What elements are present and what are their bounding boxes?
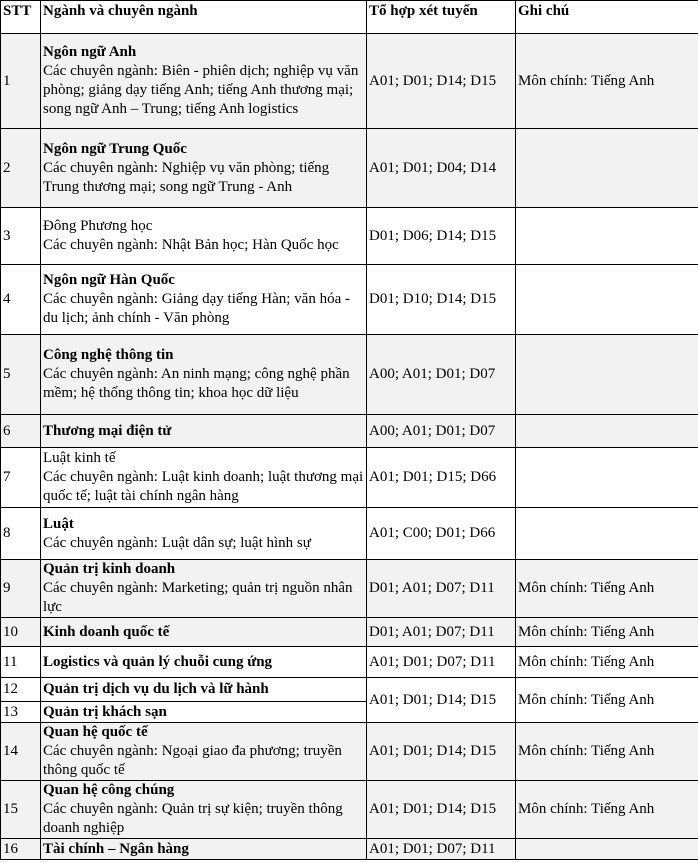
major-specializations: Các chuyên ngành: Biên - phiên dịch; nghiệp vụ văn phòng; giảng dạy tiếng Anh; tiếng Anh thương mại; song ngữ Anh – Trung; tiếng Anh logistics [43, 63, 359, 117]
major-title: Quản trị khách sạn [43, 703, 167, 720]
row-stt: 7 [1, 448, 41, 508]
row-major [41, 560, 367, 618]
major-title: Ngôn ngữ Trung Quốc [43, 140, 187, 157]
major-specializations: Các chuyên ngành: Luật kinh doanh; luật thương mại quốc tế; luật tài chính ngân hàng [43, 469, 364, 504]
table-row [1, 129, 698, 208]
row-major [41, 448, 367, 508]
row-note: Môn chính: Tiếng Anh [516, 647, 698, 678]
row-note: Môn chính: Tiếng Anh [516, 781, 698, 839]
major-specializations: Các chuyên ngành: An ninh mạng; công nghệ phần mềm; hệ thống thông tin; khoa học dữ liệu [43, 366, 350, 401]
row-combo: A01; D01; D07; D11 [367, 839, 516, 860]
major-specializations: Các chuyên ngành: Nhật Bản học; Hàn Quốc học [43, 237, 339, 253]
row-note: Môn chính: Tiếng Anh [516, 560, 698, 618]
table-row [1, 508, 698, 560]
row-stt: 16 [1, 839, 41, 860]
row-major [41, 415, 367, 448]
row-stt: 8 [1, 508, 41, 560]
table-row [1, 647, 698, 678]
major-title: Đông Phương học [43, 218, 153, 234]
row-note: Môn chính: Tiếng Anh [516, 678, 698, 723]
row-combo: A01; D01; D14; D15 [367, 678, 516, 723]
table-row [1, 678, 698, 702]
major-specializations: Các chuyên ngành: Quản trị sự kiện; truyền thông doanh nghiệp [43, 801, 343, 836]
row-combo: A01; D01; D07; D11 [367, 647, 516, 678]
table-row [1, 335, 698, 415]
row-combo: D01; A01; D07; D11 [367, 560, 516, 618]
major-title: Quản trị kinh doanh [43, 561, 176, 577]
row-major [41, 723, 367, 781]
major-title: Tài chính – Ngân hàng [43, 840, 189, 857]
row-combo: D01; D10; D14; D15 [367, 265, 516, 335]
table-row [1, 723, 698, 781]
major-specializations: Các chuyên ngành: Marketing; quản trị nguồn nhân lực [43, 580, 353, 615]
major-title: Luật kinh tế [43, 450, 116, 466]
row-combo: A01; D01; D15; D66 [367, 448, 516, 508]
row-note [516, 448, 698, 508]
row-major [41, 702, 367, 723]
row-stt: 15 [1, 781, 41, 839]
major-title: Quan hệ công chúng [43, 782, 175, 798]
header-note: Ghi chú [516, 1, 698, 34]
major-specializations: Các chuyên ngành: Nghiệp vụ văn phòng; tiếng Trung thương mại; song ngữ Trung - Anh [43, 159, 330, 195]
row-major [41, 129, 367, 208]
row-major [41, 678, 367, 702]
row-combo: A00; A01; D01; D07 [367, 335, 516, 415]
row-note [516, 265, 698, 335]
row-note [516, 508, 698, 560]
table-row [1, 839, 698, 860]
row-major [41, 839, 367, 860]
row-combo: A00; A01; D01; D07 [367, 415, 516, 448]
major-title: Ngôn ngữ Anh [43, 44, 137, 60]
table-row [1, 208, 698, 265]
major-title: Công nghệ thông tin [43, 347, 174, 363]
row-stt: 6 [1, 415, 41, 448]
major-specializations: Các chuyên ngành: Ngoại giao đa phương; truyền thông quốc tế [43, 743, 342, 778]
row-stt: 10 [1, 618, 41, 647]
row-stt: 4 [1, 265, 41, 335]
row-stt: 13 [1, 702, 41, 723]
major-title: Quản trị dịch vụ du lịch và lữ hành [43, 681, 269, 697]
row-note [516, 208, 698, 265]
row-stt: 2 [1, 129, 41, 208]
row-major [41, 647, 367, 678]
major-title: Kinh doanh quốc tế [43, 623, 170, 640]
table-row [1, 265, 698, 335]
row-combo: A01; D01; D04; D14 [367, 129, 516, 208]
row-combo: A01; D01; D14; D15 [367, 723, 516, 781]
major-title: Quan hệ quốc tế [43, 724, 148, 740]
row-combo: A01; D01; D14; D15 [367, 34, 516, 129]
row-major [41, 335, 367, 415]
row-major [41, 781, 367, 839]
header-row [1, 1, 698, 34]
table-row [1, 560, 698, 618]
row-note [516, 129, 698, 208]
row-stt: 1 [1, 34, 41, 129]
row-note: Môn chính: Tiếng Anh [516, 34, 698, 129]
row-major [41, 618, 367, 647]
row-stt: 3 [1, 208, 41, 265]
row-stt: 14 [1, 723, 41, 781]
row-major [41, 208, 367, 265]
row-combo: D01; D06; D14; D15 [367, 208, 516, 265]
row-note [516, 335, 698, 415]
row-note: Môn chính: Tiếng Anh [516, 723, 698, 781]
header-major: Ngành và chuyên ngành [41, 1, 367, 34]
major-specializations: Các chuyên ngành: Luật dân sự; luật hình sự [43, 534, 311, 551]
row-major [41, 508, 367, 560]
row-note: Môn chính: Tiếng Anh [516, 618, 698, 647]
row-stt: 12 [1, 678, 41, 702]
row-note [516, 839, 698, 860]
major-specializations: Các chuyên ngành: Giảng dạy tiếng Hàn; văn hóa - du lịch; ảnh chính - Văn phòng [43, 291, 350, 326]
row-combo: A01; C00; D01; D66 [367, 508, 516, 560]
major-title: Thương mại điện tử [43, 422, 172, 439]
row-combo: A01; D01; D14; D15 [367, 781, 516, 839]
major-title: Ngôn ngữ Hàn Quốc [43, 272, 175, 288]
row-major [41, 34, 367, 129]
table-row [1, 781, 698, 839]
header-stt: STT [1, 1, 41, 34]
row-combo: D01; A01; D07; D11 [367, 618, 516, 647]
row-stt: 11 [1, 647, 41, 678]
table-row [1, 448, 698, 508]
major-title: Luật [43, 515, 74, 532]
row-stt: 5 [1, 335, 41, 415]
table-row [1, 618, 698, 647]
header-combo: Tổ hợp xét tuyển [367, 1, 516, 34]
row-note [516, 415, 698, 448]
major-title: Logistics và quản lý chuỗi cung ứng [43, 653, 273, 670]
table-row [1, 415, 698, 448]
row-stt: 9 [1, 560, 41, 618]
table-row [1, 34, 698, 129]
row-major [41, 265, 367, 335]
